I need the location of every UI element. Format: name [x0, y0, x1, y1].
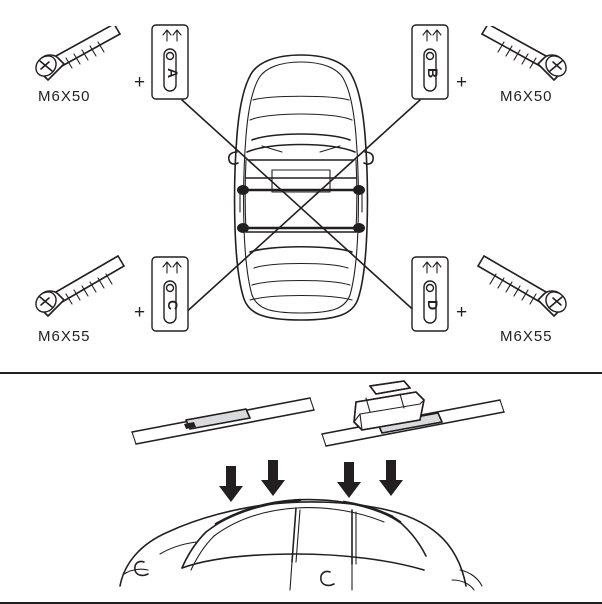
rail-cover-closed-detail: [132, 398, 314, 444]
plus-sign-D: +: [456, 302, 468, 323]
guide-lines: [182, 100, 420, 316]
bolt-label-A: M6X50: [38, 88, 91, 105]
plus-sign-A: +: [134, 72, 146, 93]
car-perspective-view: [120, 500, 482, 590]
down-arrow-1: [219, 466, 243, 502]
bolt-group-D: [390, 250, 580, 370]
mount-point-B: [353, 185, 365, 195]
svg-text:B: B: [425, 67, 441, 79]
down-arrow-4: [379, 460, 403, 496]
key-card-D: [410, 255, 452, 335]
bolt-icon-A: [32, 26, 120, 80]
plus-sign-C: +: [134, 302, 146, 323]
down-arrow-3: [337, 462, 361, 498]
bolt-label-D: M6X55: [500, 328, 553, 345]
bolt-icon-C: [32, 256, 124, 316]
bolt-label-B: M6X50: [500, 88, 553, 105]
bolt-group-B: [390, 26, 580, 146]
key-card-B: [410, 23, 452, 103]
down-arrow-2: [261, 460, 285, 496]
plus-sign-B: +: [456, 72, 468, 93]
roof-attachment-points-panel: [0, 372, 602, 604]
car-body-outline: [229, 55, 373, 320]
down-arrows: [219, 460, 403, 502]
svg-text:D: D: [425, 299, 441, 311]
bolt-group-A: [22, 26, 212, 146]
mount-point-D: [353, 223, 365, 233]
bolt-group-C: [22, 250, 212, 370]
bolt-label-C: M6X55: [38, 328, 91, 345]
mount-point-C: [237, 223, 249, 233]
key-card-C: [150, 255, 192, 335]
svg-text:A: A: [165, 67, 181, 79]
svg-text:C: C: [165, 299, 181, 311]
key-card-A: [150, 23, 192, 103]
rail-cover-open-detail: [322, 381, 504, 446]
bolt-icon-B: [482, 26, 570, 80]
mount-point-A: [237, 185, 249, 195]
bolt-icon-D: [478, 256, 570, 316]
